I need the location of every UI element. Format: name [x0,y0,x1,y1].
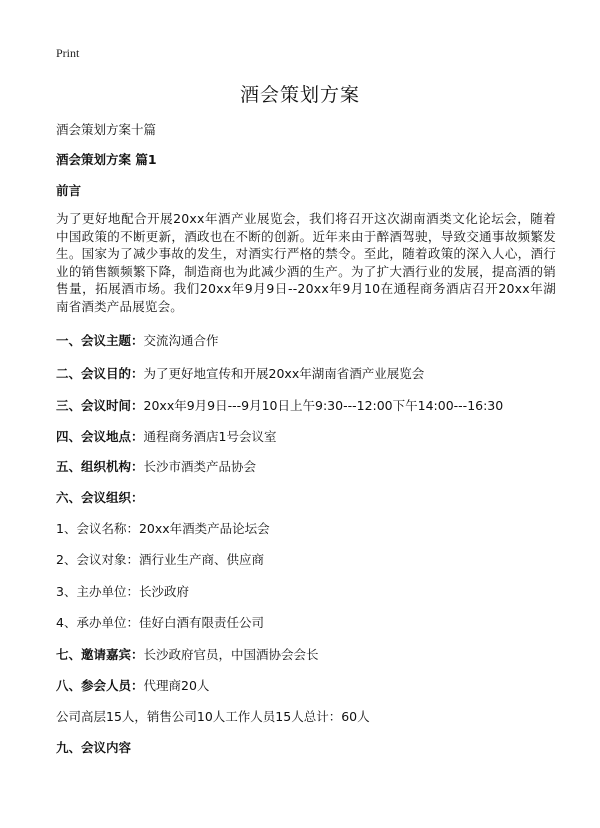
item-key: 一、会议主题： [56,333,144,348]
item-value: 交流沟通合作 [143,333,219,348]
item-value: 代理商20人 [143,678,210,693]
item-value: 20xx年9月9日---9月10日上午9:30---12:00下午14:00---16:30 [143,398,504,413]
section-meeting-content: 九、会议内容 [56,740,132,755]
chapter-heading: 酒会策划方案 篇1 [56,152,157,167]
item-value: 通程商务酒店1号会议室 [143,429,277,444]
meeting-purpose [56,366,424,382]
item-key: 七、邀请嘉宾： [56,647,144,662]
item-key: 八、参会人员： [56,678,144,693]
org-item-audience: 2、会议对象：酒行业生产商、供应商 [56,552,264,567]
org-item-organizer: 4、承办单位：佳好白酒有限责任公司 [56,615,264,630]
print-link[interactable]: Print [56,46,80,60]
item-value: 长沙市酒类产品协会 [143,459,257,474]
item-key: 三、会议时间： [56,398,144,413]
organizing-body [56,459,256,475]
meeting-theme [56,333,219,349]
attendees [56,678,209,694]
item-key: 二、会议目的： [56,366,144,381]
preface-paragraph: 为了更好地配合开展20xx年酒产业展览会，我们将召开这次湖南酒类文化论坛会，随着中国政策的不断更新，酒政也在不断的创新。近年来由于醉酒驾驶，导致交通事故频繁发生。国家为了减少事故的发生，对酒实行严格的禁令。至此，随着政策的深入人心，酒行业的销售额频繁下降，制造商也为此减少酒的生产。为了扩大酒行业的发展，提高酒的销售量，拓展酒市场。我们20xx年9月9日--20xx年9月10在通程商务酒店召开20xx年湖南省酒类产品展览会。 [56,211,556,314]
meeting-time [56,398,503,414]
invited-guests [56,647,319,663]
document-subtitle: 酒会策划方案十篇 [56,122,157,137]
meeting-location [56,429,276,445]
document-title: 酒会策划方案 [239,84,360,106]
attendees-detail: 公司高层15人，销售公司10人工作人员15人总计：60人 [56,709,370,724]
preface-heading: 前言 [56,183,82,198]
item-key: 五、组织机构： [56,459,144,474]
item-key: 六、会议组织： [56,490,144,505]
item-value: 为了更好地宣传和开展20xx年湖南省酒产业展览会 [143,366,425,381]
item-value: 长沙政府官员，中国酒协会会长 [143,647,319,662]
meeting-organization-heading [56,490,144,506]
org-item-host: 3、主办单位：长沙政府 [56,584,189,599]
org-item-name: 1、会议名称：20xx年酒类产品论坛会 [56,521,270,536]
item-key: 四、会议地点： [56,429,144,444]
